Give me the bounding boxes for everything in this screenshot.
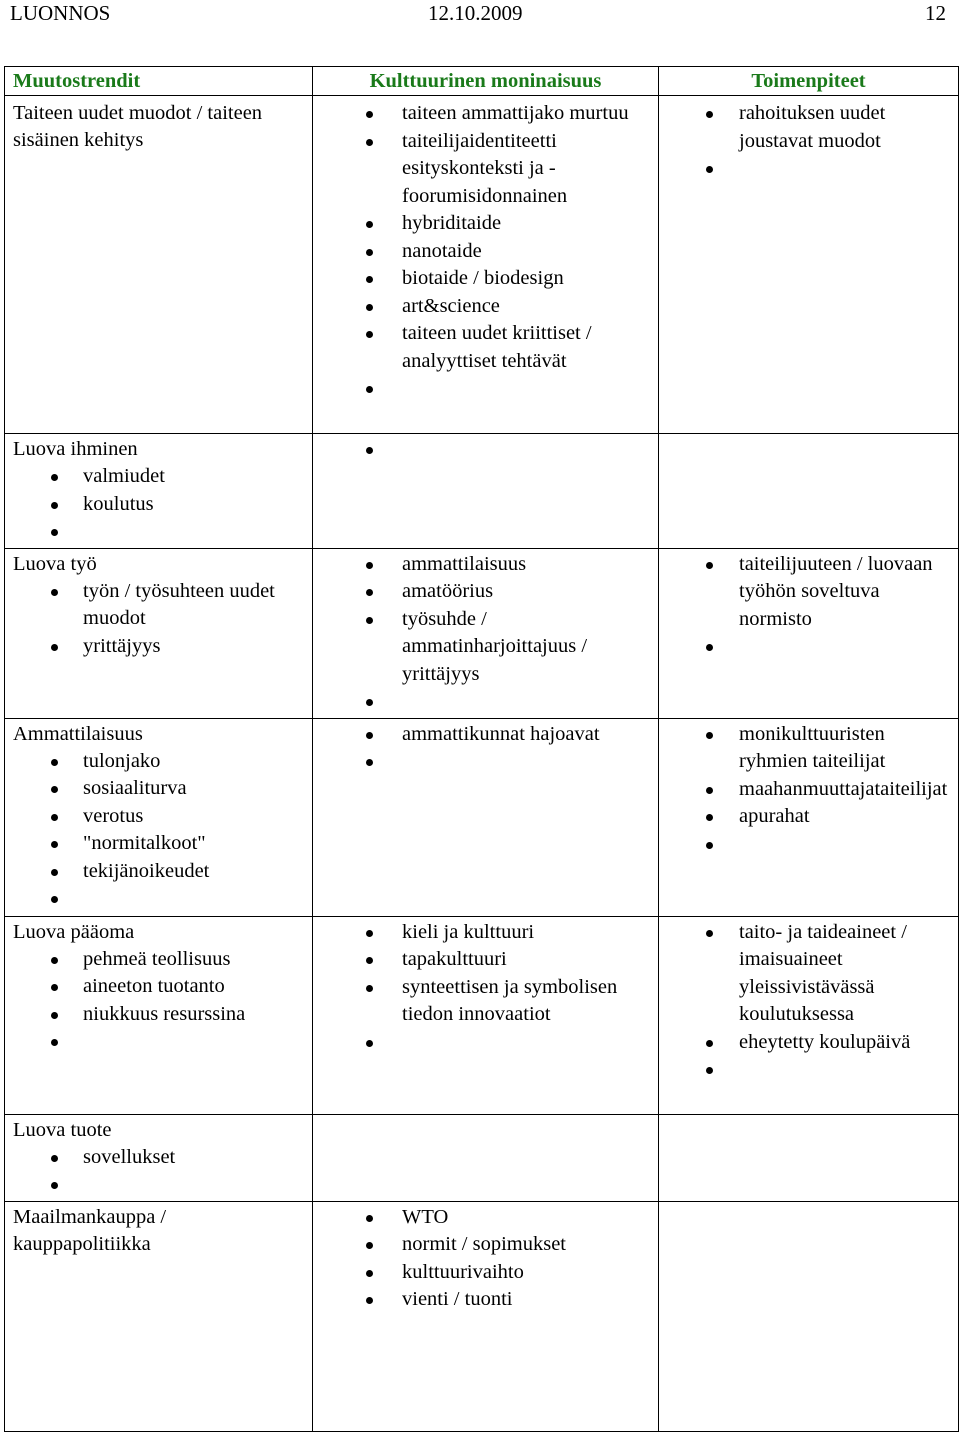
trend-cell xyxy=(5,96,313,434)
diversity-list-item: art&science xyxy=(321,293,654,321)
trend-list xyxy=(13,748,308,913)
column-header-diversity: Kulttuurinen moninaisuus xyxy=(313,67,659,96)
trend-cell xyxy=(5,916,313,1114)
trend-list-item: aineeton tuotanto xyxy=(13,973,308,1001)
actions-cell xyxy=(659,548,959,718)
diversity-list-item: kulttuurivaihto xyxy=(321,1259,654,1287)
diversity-list-item: tapakulttuuri xyxy=(321,946,654,974)
actions-cell xyxy=(659,1114,959,1201)
header-left: LUONNOS xyxy=(10,1,111,25)
header-date: 12.10.2009 xyxy=(428,1,523,25)
diversity-list-item: nanotaide xyxy=(321,238,654,266)
diversity-list-item: ammattilaisuus xyxy=(321,551,654,579)
trend-list xyxy=(13,578,308,661)
trend-list-item: tekijänoikeudet xyxy=(13,858,308,886)
table-row xyxy=(5,916,959,1114)
trend-list-item: valmiudet xyxy=(13,463,308,491)
diversity-list-item: ammattikunnat hajoavat xyxy=(321,721,654,749)
diversity-list-item: taiteen uudet kriittiset / analyyttiset tehtävät xyxy=(321,320,654,375)
trend-list-item xyxy=(13,1028,308,1056)
diversity-list xyxy=(321,919,654,1057)
actions-cell xyxy=(659,434,959,549)
diversity-cell xyxy=(313,434,659,549)
page-number: 12 xyxy=(925,1,946,25)
table-row xyxy=(5,718,959,916)
trend-list xyxy=(13,463,308,546)
diversity-list xyxy=(321,1204,654,1314)
diversity-list-item: työsuhde / ammatinharjoittajuus / yrittäjyys xyxy=(321,606,654,689)
table-row xyxy=(5,1114,959,1201)
trend-list-item: koulutus xyxy=(13,491,308,519)
trend-list-item: pehmeä teollisuus xyxy=(13,946,308,974)
actions-list xyxy=(667,551,954,661)
diversity-list-item: biotaide / biodesign xyxy=(321,265,654,293)
trend-list xyxy=(13,946,308,1056)
actions-list-item: taiteilijuuteen / luovaan työhön soveltuva normisto xyxy=(667,551,954,634)
diversity-list-item: kieli ja kulttuuri xyxy=(321,919,654,947)
trend-cell xyxy=(5,1114,313,1201)
actions-list-item: monikulttuuristen ryhmien taiteilijat xyxy=(667,721,954,776)
diversity-list-item: taiteen ammattijako murtuu xyxy=(321,100,654,128)
trends-table xyxy=(4,66,959,1432)
diversity-cell xyxy=(313,548,659,718)
trend-cell xyxy=(5,1201,313,1431)
trend-cell xyxy=(5,718,313,916)
actions-list-item: eheytetty koulupäivä xyxy=(667,1029,954,1057)
diversity-list-item: vienti / tuonti xyxy=(321,1286,654,1314)
actions-list-item xyxy=(667,155,954,183)
table-row xyxy=(5,434,959,549)
diversity-cell xyxy=(313,1201,659,1431)
trend-list-item: yrittäjyys xyxy=(13,633,308,661)
actions-cell xyxy=(659,1201,959,1431)
actions-list xyxy=(667,721,954,859)
trend-list xyxy=(13,1144,308,1199)
trend-list-item: tulonjako xyxy=(13,748,308,776)
trend-title: Luova ihminen xyxy=(13,438,138,460)
diversity-list-item xyxy=(321,436,654,464)
trend-title: Luova tuote xyxy=(13,1118,112,1141)
table-header-row xyxy=(5,67,959,96)
diversity-list-item xyxy=(321,1029,654,1057)
trend-list-item: työn / työsuhteen uudet muodot xyxy=(13,578,308,633)
trend-list-item xyxy=(13,1171,308,1199)
table-row xyxy=(5,96,959,434)
actions-list xyxy=(667,919,954,1084)
actions-list-item: maahanmuuttajataiteilijat xyxy=(667,776,954,804)
actions-list-item: apurahat xyxy=(667,803,954,831)
trend-list-item: "normitalkoot" xyxy=(13,830,308,858)
trend-cell xyxy=(5,548,313,718)
table-row xyxy=(5,548,959,718)
trend-cell xyxy=(5,434,313,549)
actions-list-item: rahoituksen uudet joustavat muodot xyxy=(667,100,954,155)
trend-title: Taiteen uudet muodot / taiteen sisäinen kehitys xyxy=(13,102,263,151)
trend-list-item: niukkuus resurssina xyxy=(13,1001,308,1029)
trend-list-item xyxy=(13,518,308,546)
trend-title: Ammattilaisuus xyxy=(13,722,143,745)
diversity-cell xyxy=(313,916,659,1114)
diversity-list xyxy=(321,100,654,403)
diversity-cell xyxy=(313,96,659,434)
diversity-list xyxy=(321,436,654,464)
actions-list-item xyxy=(667,831,954,859)
trend-title: Luova työ xyxy=(13,552,97,575)
trend-title: Luova pääoma xyxy=(13,920,135,943)
trend-list-item: sosiaaliturva xyxy=(13,775,308,803)
actions-cell xyxy=(659,718,959,916)
actions-list-item xyxy=(667,1056,954,1084)
diversity-list-item: hybriditaide xyxy=(321,210,654,238)
actions-list xyxy=(667,100,954,183)
diversity-list-item xyxy=(321,375,654,403)
diversity-list-item: synteettisen ja symbolisen tiedon innovaatiot xyxy=(321,974,654,1029)
actions-cell xyxy=(659,96,959,434)
table-row xyxy=(5,1201,959,1431)
diversity-list-item xyxy=(321,688,654,716)
diversity-list-item: amatöörius xyxy=(321,578,654,606)
actions-list-item: taito- ja taideaineet / imaisuaineet yleissivistävässä koulutuksessa xyxy=(667,919,954,1029)
trend-list-item: sovellukset xyxy=(13,1144,308,1172)
diversity-list-item: WTO xyxy=(321,1204,654,1232)
trend-list-item: verotus xyxy=(13,803,308,831)
actions-cell xyxy=(659,916,959,1114)
diversity-list-item: taiteilijaidentiteetti esityskonteksti ja -foorumisidonnainen xyxy=(321,128,654,211)
diversity-cell xyxy=(313,718,659,916)
diversity-list-item: normit / sopimukset xyxy=(321,1231,654,1259)
actions-list-item xyxy=(667,633,954,661)
trend-title: Maailmankauppa / kauppapolitiikka xyxy=(13,1205,167,1255)
diversity-list-item xyxy=(321,748,654,776)
diversity-list xyxy=(321,551,654,716)
column-header-trends: Muutostrendit xyxy=(5,67,313,96)
column-header-actions: Toimenpiteet xyxy=(659,67,959,96)
diversity-list xyxy=(321,721,654,776)
trend-list-item xyxy=(13,885,308,913)
diversity-cell xyxy=(313,1114,659,1201)
